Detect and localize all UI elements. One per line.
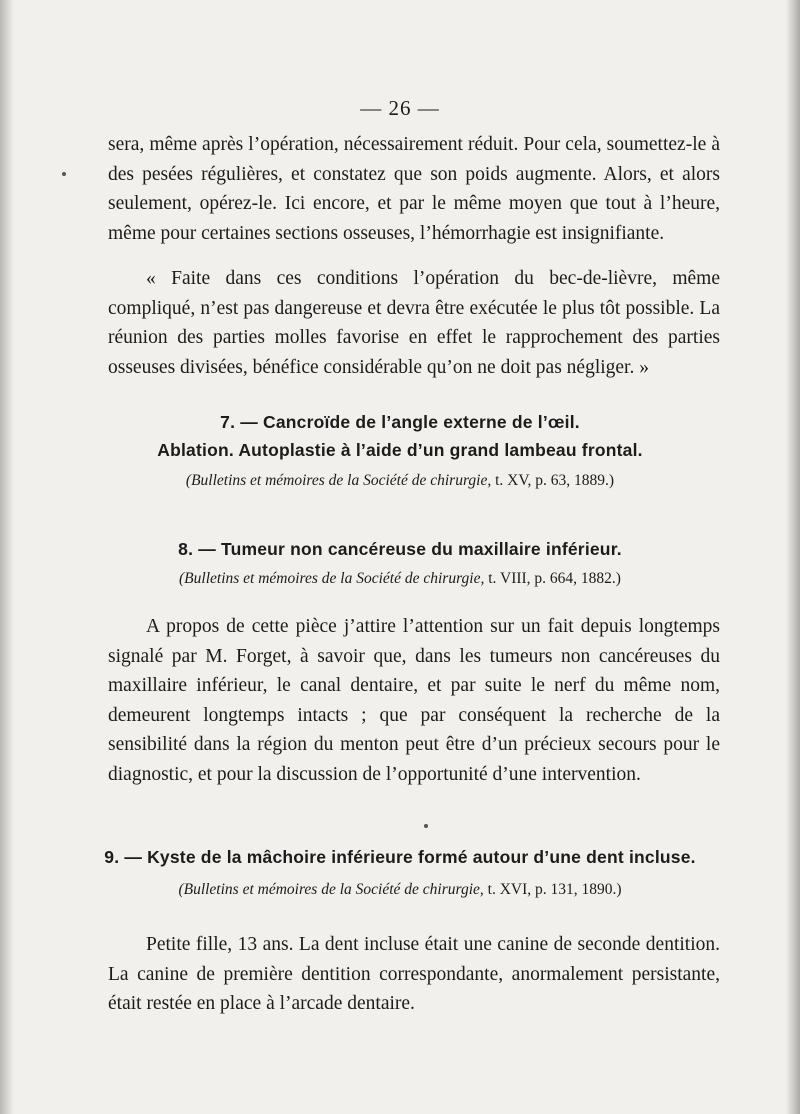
section-7-reference bbox=[0, 472, 800, 490]
section-8-reference-details: t. VIII, p. 664, 1882.) bbox=[488, 570, 621, 587]
section-7-heading-line1: 7. — Cancroïde de l’angle externe de l’œil. bbox=[220, 412, 580, 432]
section-7-reference-journal: (Bulletins et mémoires de la Société de chirurgie, bbox=[185, 472, 492, 489]
section-9-reference-journal: (Bulletins et mémoires de la Société de chirurgie, bbox=[178, 881, 484, 898]
section-7-reference-details: t. XV, p. 63, 1889.) bbox=[495, 472, 615, 489]
page-number: — 26 — bbox=[360, 96, 440, 120]
section-8-reference bbox=[0, 570, 800, 588]
section-8-paragraph: A propos de cette pièce j’attire l’attention sur un fait depuis longtemps signalé par M. Forget, à savoir que, dans les tumeurs non cancéreuses du maxillaire inférieur, le canal dentaire, et par suite le nerf du même nom, demeurent longtemps intacts ; que par conséquent la recherche de la sensibilité dans la région du menton peut être d’un précieux secours pour le diagnostic, et pour la discussion de l’opportunité d’une intervention. bbox=[108, 616, 720, 785]
print-speck bbox=[424, 824, 428, 828]
paragraph-continuation: sera, même après l’opération, nécessairement réduit. Pour cela, soumettez-le à des pesées régulières, et constatez que son poids augmente. Alors, et alors seulement, opérez-le. Ici encore, et par le même moyen que tout à l’heure, même pour certaines sections osseuses, l’hémorrhagie est insignifiante. bbox=[108, 134, 720, 244]
section-8-reference-journal: (Bulletins et mémoires de la Société de chirurgie, bbox=[179, 570, 485, 587]
section-9-heading: 9. — Kyste de la mâchoire inférieure formé autour d’une dent incluse. bbox=[104, 847, 696, 867]
section-7-heading-line2: Ablation. Autoplastie à l’aide d’un grand lambeau frontal. bbox=[157, 440, 643, 460]
section-9-reference bbox=[0, 881, 800, 899]
section-9-paragraph: Petite fille, 13 ans. La dent incluse était une canine de seconde dentition. La canine de première dentition correspondante, anormalement persistante, était restée en place à l’arcade dentaire. bbox=[108, 934, 720, 1014]
paragraph-quote: « Faite dans ces conditions l’opération du bec-de-lièvre, même compliqué, n’est pas dangereuse et devra être exécutée le plus tôt possible. La réunion des parties molles favorise en effet le rapprochement des parties osseuses divisées, bénéfice considérable qu’on ne doit pas négliger. » bbox=[108, 268, 720, 378]
section-8-heading: 8. — Tumeur non cancéreuse du maxillaire inférieur. bbox=[178, 539, 622, 559]
print-speck bbox=[62, 172, 66, 176]
section-9-reference-details: t. XVI, p. 131, 1890.) bbox=[487, 881, 622, 898]
